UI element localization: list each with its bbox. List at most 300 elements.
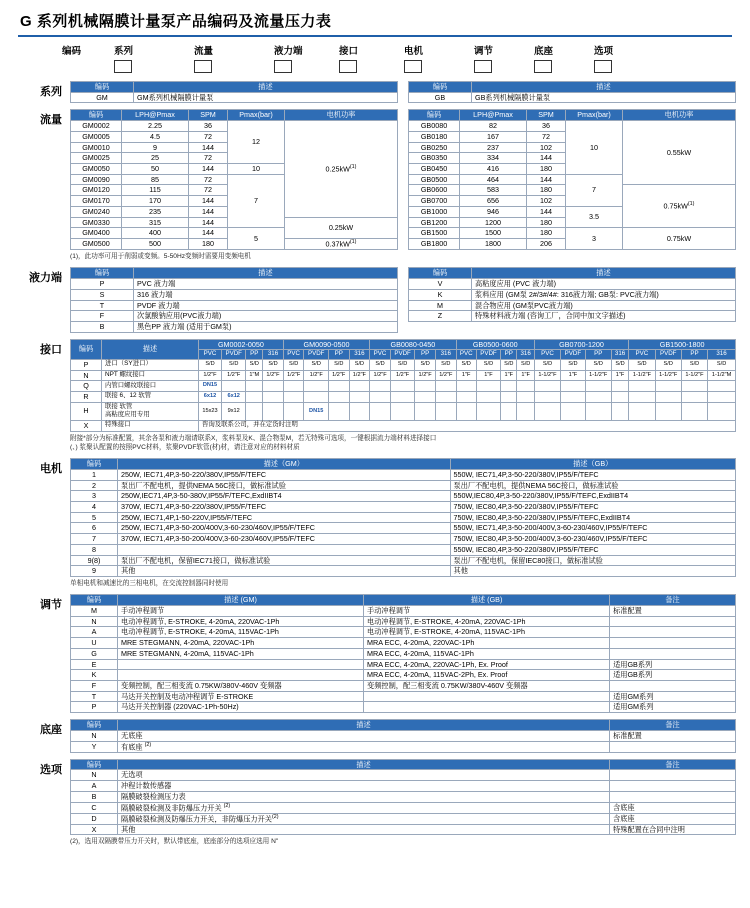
table-cell: 1/2"F: [283, 370, 304, 381]
table-row: [409, 92, 736, 103]
table-cell: 583: [460, 185, 527, 196]
table-cell: N: [71, 730, 118, 741]
row-code: Q: [71, 381, 102, 392]
table-row: [409, 300, 736, 311]
table-cell: S/D: [415, 359, 436, 370]
table-cell: 237: [460, 142, 527, 153]
table-row: [71, 824, 736, 835]
table-cell: 500: [122, 239, 189, 250]
table-row: [71, 770, 736, 781]
code-box[interactable]: [194, 60, 212, 73]
col-desc-gb: 描述 (GB): [364, 595, 610, 606]
table-cell: [501, 391, 517, 402]
section-label-options: 选项: [40, 763, 62, 776]
table-cell: 656: [460, 196, 527, 207]
table-cell: 泵出厂不配电机，保留IEC80接口，做标准试验: [450, 555, 736, 566]
note-line: 附接*部分为标准配置，其余各泵和液力端请联系X，浆料泵及K、混合物泵M，若无特殊可选项，一键根据流力端材料进择接口: [70, 434, 437, 442]
table-cell: [263, 391, 284, 402]
col-1: LPH@Pmax: [460, 110, 527, 121]
table-cell: 206: [527, 239, 566, 250]
table-cell: K: [409, 289, 472, 300]
table-cell: 混合物应用 (GM泵PVC液力端): [472, 300, 736, 311]
row-code: R: [71, 391, 102, 402]
table-cell: GM0005: [71, 131, 122, 142]
table-cell: [456, 381, 476, 392]
table-cell: GM0400: [71, 228, 122, 239]
table-cell: S/D: [629, 359, 655, 370]
table-cell: 9(8): [71, 555, 118, 566]
group-header: GB0080-0450: [370, 339, 456, 350]
table-cell: 7: [71, 534, 118, 545]
table-row: [71, 391, 736, 402]
sub-header: PVC: [199, 350, 222, 359]
table-cell: 1/2"F: [390, 370, 414, 381]
table-cell: 6x12: [221, 391, 245, 402]
code-group-5: [404, 43, 474, 73]
table-cell: 115: [122, 185, 189, 196]
col-desc: 描述: [118, 759, 610, 770]
section-liquid-end: [0, 267, 750, 332]
table-cell: [561, 402, 585, 420]
table-cell: 1"F: [611, 370, 628, 381]
table-cell: 特殊配置在合同中注明: [610, 824, 736, 835]
table-cell: 1/2"F: [370, 370, 391, 381]
table-cell: 36: [527, 121, 566, 132]
table-cell: 标准配置: [610, 605, 736, 616]
table-cell: GM0050: [71, 164, 122, 175]
table-cell: [390, 402, 414, 420]
table-cell: 550W, IEC80,4P,3-50-220/380V,IP55/F/TEFC: [450, 544, 736, 555]
col-remark: 备注: [610, 759, 736, 770]
table-cell: GM系列机械隔膜计量泵: [134, 92, 398, 103]
sub-header: PP: [681, 350, 707, 359]
row-code: N: [71, 370, 102, 381]
col-code: 编码: [71, 459, 118, 470]
table-cell: GM0170: [71, 196, 122, 207]
table-cell: MRA ECC, 4-20mA, 115VAC-2Ph, Ex. Proof: [364, 670, 610, 681]
table-row: [71, 370, 736, 381]
series-table-gm: [70, 81, 398, 103]
code-label: 选项: [594, 46, 614, 57]
code-label: 接口: [339, 46, 359, 57]
pmax-cell: 3.5: [566, 206, 623, 227]
table-row: [71, 680, 736, 691]
table-cell: S/D: [681, 359, 707, 370]
table-cell: 946: [460, 206, 527, 217]
row-code: P: [71, 359, 102, 370]
table-cell: GM: [71, 92, 134, 103]
table-cell: [708, 381, 736, 392]
table-cell: [283, 391, 304, 402]
table-row: [71, 534, 736, 545]
table-cell: [456, 402, 476, 420]
table-row: [71, 321, 398, 332]
table-cell: [681, 391, 707, 402]
table-cell: [610, 781, 736, 792]
code-box[interactable]: [404, 60, 422, 73]
table-row: [71, 802, 736, 813]
code-structure-row: [0, 43, 750, 73]
code-box[interactable]: [474, 60, 492, 73]
code-label: 编码: [62, 46, 82, 57]
table-cell: P: [71, 279, 134, 290]
table-cell: GB0500: [409, 174, 460, 185]
table-cell: 250W, IEC71,4P,3-50-200/400V,3-60-230/460V,IP55/F/TEFC: [118, 523, 451, 534]
table-cell: 变频控制，配三相变流 0.75KW/380V-460V 变频器: [118, 680, 364, 691]
table-cell: 无底座: [118, 730, 610, 741]
table-cell: GM0240: [71, 206, 122, 217]
table-cell: 72: [189, 131, 228, 142]
sub-header: PVC: [370, 350, 391, 359]
table-cell: [246, 402, 263, 420]
table-row: [71, 381, 736, 392]
table-cell: GB0350: [409, 153, 460, 164]
table-cell: S/D: [390, 359, 414, 370]
code-box[interactable]: [594, 60, 612, 73]
table-cell: 隔膜破裂检测及防爆压力开关，非防爆压力开关$^{(2)}$: [118, 813, 610, 824]
table-cell: [610, 648, 736, 659]
code-label: 流量: [194, 46, 214, 57]
group-header: GM0090-0500: [283, 339, 369, 350]
code-box[interactable]: [534, 60, 552, 73]
table-cell: 167: [460, 131, 527, 142]
table-cell: [655, 391, 681, 402]
section-label-base: 底座: [40, 724, 62, 737]
code-label: 调节: [474, 46, 494, 57]
table-cell: GM0002: [71, 121, 122, 132]
flow-table-gm: [70, 109, 398, 250]
table-row: [71, 659, 736, 670]
table-cell: 马达开关控制及电动冲程调节 E-STROKE: [118, 691, 364, 702]
table-cell: 次氯酸钠应用(PVC液力端): [134, 311, 398, 322]
table-row: [71, 92, 398, 103]
table-cell: S: [71, 289, 134, 300]
table-cell: 1200: [460, 217, 527, 228]
code-group-4: [339, 43, 404, 73]
code-label: 底座: [534, 46, 554, 57]
table-cell: S/D: [655, 359, 681, 370]
table-cell: 1-1/2"F: [585, 370, 611, 381]
table-row: [409, 311, 736, 322]
table-cell: DN15: [304, 402, 328, 420]
table-cell: 1: [71, 469, 118, 480]
table-cell: [118, 544, 451, 555]
power-cell: 0.55kW: [623, 121, 736, 185]
liquid-end-table-left: [70, 267, 398, 332]
table-cell: 25: [122, 153, 189, 164]
section-label-series: 系列: [40, 86, 62, 98]
pmax-cell: 7: [228, 174, 285, 228]
section-options: [0, 759, 750, 847]
table-cell: Z: [409, 311, 472, 322]
table-cell: 1"F: [561, 370, 585, 381]
table-cell: S/D: [199, 359, 222, 370]
table-cell: 370W, IEC71,4P,3-50-220/380V,IP55/F/TEFC: [118, 501, 451, 512]
table-cell: 315: [122, 217, 189, 228]
table-cell: [415, 381, 436, 392]
table-cell: [118, 670, 364, 681]
motor-table: [70, 458, 736, 577]
table-cell: 180: [527, 217, 566, 228]
table-cell: G: [71, 648, 118, 659]
code-label: 电机: [404, 46, 424, 57]
table-cell: [501, 402, 517, 420]
section-label-connection: 接口: [40, 343, 62, 356]
table-cell: 102: [527, 142, 566, 153]
table-cell: S/D: [611, 359, 628, 370]
section-label-liquid-end: 液力端: [29, 272, 62, 285]
table-cell: [610, 680, 736, 691]
table-cell: [349, 381, 370, 392]
table-cell: MRA ECC, 4-20mA, 115VAC-1Ph: [364, 648, 610, 659]
table-cell: [534, 402, 560, 420]
table-cell: GM0010: [71, 142, 122, 153]
row-code: H: [71, 402, 102, 420]
table-row: [71, 289, 398, 300]
pmax-cell: 12: [228, 121, 285, 164]
table-cell: 适用GB系列: [610, 659, 736, 670]
table-cell: B: [71, 791, 118, 802]
table-cell: [370, 402, 391, 420]
table-cell: 36: [189, 121, 228, 132]
table-cell: [629, 402, 655, 420]
table-cell: 1"F: [476, 370, 500, 381]
table-cell: A: [71, 627, 118, 638]
table-cell: [655, 381, 681, 392]
table-cell: 1/2"F: [435, 370, 456, 381]
table-cell: [708, 402, 736, 420]
table-cell: [283, 402, 304, 420]
table-cell: [476, 381, 500, 392]
code-box[interactable]: [274, 60, 292, 73]
table-cell: 72: [189, 174, 228, 185]
table-cell: GB0700: [409, 196, 460, 207]
sub-header: 316: [517, 350, 534, 359]
code-box[interactable]: [339, 60, 357, 73]
group-header: GB0700-1200: [534, 339, 628, 350]
table-cell: 416: [460, 164, 527, 175]
col-code: 编码: [71, 720, 118, 731]
page-title: G 系列机械隔膜计量泵产品编码及流量压力表: [20, 13, 332, 30]
table-row: [71, 523, 736, 534]
pmax-cell: 10: [228, 164, 285, 175]
table-cell: 1/2"F: [415, 370, 436, 381]
table-cell: [611, 402, 628, 420]
power-cell: $0.75kW^{(1)}$: [623, 185, 736, 228]
power-cell: 0.75kW: [623, 228, 736, 249]
table-cell: 750W, IEC80,4P,3-50-200/400V,3-60-230/460V,IP55/F/TEFC: [450, 534, 736, 545]
table-cell: 马达开关控制器 (220VAC-1Ph-50Hz): [118, 702, 364, 713]
table-cell: 变频控制，配三相变流 0.75KW/380V-460V 变频器: [364, 680, 610, 691]
sub-header: PVDF: [221, 350, 245, 359]
table-cell: 其他: [118, 566, 451, 577]
table-cell: T: [71, 300, 134, 311]
table-cell: [610, 638, 736, 649]
table-cell: MRA ECC, 4-20mA, 220VAC-1Ph: [364, 638, 610, 649]
table-cell: 适用GM系列: [610, 691, 736, 702]
table-cell: PVC 液力端: [134, 279, 398, 290]
table-cell: 550W, IEC71,4P,3-50-200/400V,3-60-230/460V,IP55/F/TEFC: [450, 523, 736, 534]
table-cell: [611, 381, 628, 392]
table-cell: 咨询及联系公司，并在定货时注明: [199, 420, 736, 431]
table-cell: 1/2"F: [349, 370, 370, 381]
table-cell: 适用GB系列: [610, 670, 736, 681]
power-cell: $0.25kW^{(1)}$: [285, 121, 398, 217]
table-cell: [328, 391, 349, 402]
table-cell: D: [71, 813, 118, 824]
table-cell: 浆料应用 (GM泵 2#/3#/4#: 316液力端; GB泵: PVC液力端): [472, 289, 736, 300]
col-desc: 描述: [102, 339, 199, 359]
row-desc: 进口（SY进口）: [102, 359, 199, 370]
table-cell: GB0450: [409, 164, 460, 175]
code-label: 液力端: [274, 46, 303, 57]
table-cell: GB0080: [409, 121, 460, 132]
table-row: [71, 300, 398, 311]
table-cell: DN15: [199, 381, 222, 392]
table-cell: S/D: [221, 359, 245, 370]
table-cell: 冲程计数传感器: [118, 781, 610, 792]
table-cell: S/D: [561, 359, 585, 370]
table-cell: [328, 402, 349, 420]
note-line: (、) 浆聚认配置的按照PVC材料，浆聚PVDF软管(材)材，请注意对应的材料材质: [70, 443, 300, 451]
table-cell: 50: [122, 164, 189, 175]
table-cell: 180: [527, 228, 566, 239]
table-cell: 82: [460, 121, 527, 132]
table-cell: S/D: [328, 359, 349, 370]
power-cell: $0.37kW^{(1)}$: [285, 239, 398, 250]
table-cell: [304, 381, 328, 392]
table-cell: GB系列机械隔膜计量泵: [472, 92, 736, 103]
code-box[interactable]: [114, 60, 132, 73]
table-cell: [263, 402, 284, 420]
table-cell: 电动冲程调节, E-STROKE, 4-20mA, 115VAC-1Ph: [118, 627, 364, 638]
col-desc: 描述: [134, 268, 398, 279]
table-cell: P: [71, 702, 118, 713]
table-cell: S/D: [534, 359, 560, 370]
table-cell: 144: [527, 153, 566, 164]
table-cell: [610, 791, 736, 802]
table-cell: C: [71, 802, 118, 813]
table-cell: [118, 659, 364, 670]
sub-header: PP: [585, 350, 611, 359]
table-cell: 550W,IEC80,4P,3-50-220/380V,IP55/F/TEFC,ExdIIBT4: [450, 491, 736, 502]
col-desc: 描述: [118, 720, 610, 731]
table-cell: 电动冲程调节, E-STROKE, 4-20mA, 115VAC-1Ph: [364, 627, 610, 638]
col-code: 编码: [409, 82, 472, 93]
sub-header: 316: [349, 350, 370, 359]
table-row: [71, 311, 398, 322]
table-cell: 144: [189, 164, 228, 175]
table-cell: 1-1/2"F: [681, 370, 707, 381]
col-desc-gb: 描述（GB）: [450, 459, 736, 470]
sub-header: 316: [708, 350, 736, 359]
table-cell: 316 液力端: [134, 289, 398, 300]
table-cell: 有底座 $^{(2)}$: [118, 741, 610, 752]
table-row: [71, 627, 736, 638]
table-cell: 464: [460, 174, 527, 185]
table-cell: S/D: [708, 359, 736, 370]
table-row: [71, 512, 736, 523]
table-cell: [585, 391, 611, 402]
table-cell: 102: [527, 196, 566, 207]
table-cell: 特殊材料液力端 (咨询工厂，合同中加文字描述): [472, 311, 736, 322]
table-cell: 250W,IEC71,4P,3-50-380V,IP55/F/TEFC,ExdIIBT4: [118, 491, 451, 502]
sub-header: PVC: [534, 350, 560, 359]
table-cell: [390, 381, 414, 392]
table-cell: [629, 391, 655, 402]
col-4: 电机功率: [623, 110, 736, 121]
code-group-0: [62, 43, 114, 57]
sub-header: PVC: [283, 350, 304, 359]
table-cell: [561, 381, 585, 392]
table-cell: 手动冲程调节: [118, 605, 364, 616]
table-cell: 144: [189, 206, 228, 217]
row-desc: 联接 软管 高粘度应用专用: [102, 402, 199, 420]
table-cell: 9x12: [221, 402, 245, 420]
table-cell: GB0600: [409, 185, 460, 196]
table-cell: 含底座: [610, 802, 736, 813]
table-row: [71, 544, 736, 555]
table-cell: [629, 381, 655, 392]
table-cell: [364, 702, 610, 713]
table-cell: 适用GM系列: [610, 702, 736, 713]
table-cell: K: [71, 670, 118, 681]
table-cell: [221, 381, 245, 392]
table-cell: [349, 391, 370, 402]
table-cell: GB: [409, 92, 472, 103]
table-cell: 250W, IEC71,4P,3-50-220/380V,IP55/F/TEFC: [118, 469, 451, 480]
table-cell: 1/2"F: [263, 370, 284, 381]
table-cell: [246, 381, 263, 392]
col-code: 编码: [71, 82, 134, 93]
code-label: 系列: [114, 46, 134, 57]
table-cell: 1"F: [517, 370, 534, 381]
table-cell: N: [71, 770, 118, 781]
table-cell: GM0025: [71, 153, 122, 164]
col-2: SPM: [189, 110, 228, 121]
table-row: [71, 638, 736, 649]
table-cell: 高粘度应用 (PVC 液力端): [472, 279, 736, 290]
table-row: [71, 121, 398, 132]
table-cell: [349, 402, 370, 420]
table-cell: [610, 741, 736, 752]
table-row: [71, 605, 736, 616]
table-cell: [534, 391, 560, 402]
table-cell: GM0500: [71, 239, 122, 250]
table-cell: 隔膜破裂检测及非防爆压力开关 $^{(2)}$: [118, 802, 610, 813]
table-cell: [655, 402, 681, 420]
table-cell: GB0180: [409, 131, 460, 142]
table-row: [71, 480, 736, 491]
col-2: SPM: [527, 110, 566, 121]
table-cell: S/D: [283, 359, 304, 370]
options-table: [70, 759, 736, 836]
table-cell: [415, 402, 436, 420]
table-cell: [610, 616, 736, 627]
table-cell: M: [71, 605, 118, 616]
table-cell: 250W, IEC71,4P,1-50-220V,IP55/F/TEFC: [118, 512, 451, 523]
table-row: [71, 741, 736, 752]
table-cell: 泵出厂不配电机，提供NEMA 56C接口，做标准试验: [118, 480, 451, 491]
sub-header: PP: [328, 350, 349, 359]
col-desc: 描述: [472, 82, 736, 93]
table-cell: 其他: [450, 566, 736, 577]
sub-header: 316: [435, 350, 456, 359]
table-cell: 泵出厂不配电机，保留IEC71接口，做标准试验: [118, 555, 451, 566]
table-cell: S/D: [585, 359, 611, 370]
section-label-adjust: 调节: [40, 599, 62, 612]
table-cell: S/D: [246, 359, 263, 370]
